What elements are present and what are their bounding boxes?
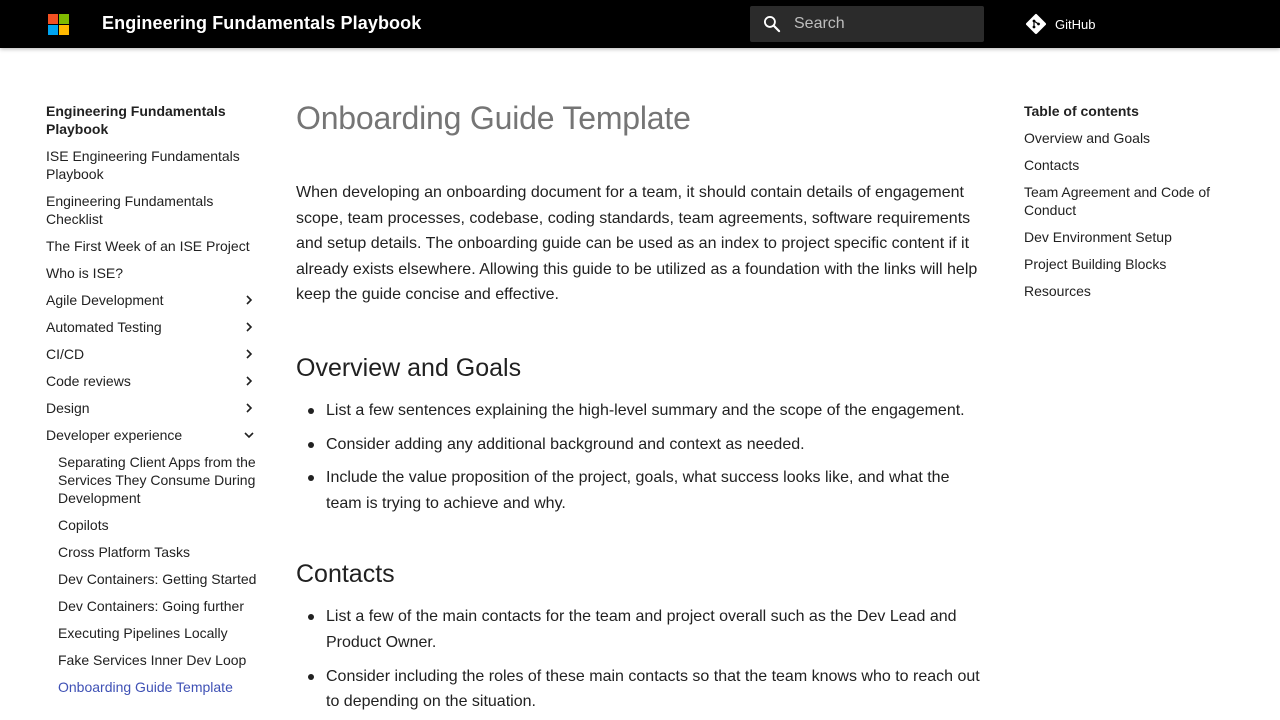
sidebar-item-label: Who is ISE? bbox=[46, 265, 124, 281]
list-item: Consider including the roles of these main contacts so that the team knows who to reach out to depending on the situation. bbox=[296, 664, 986, 715]
toc-link[interactable]: Contacts bbox=[1024, 157, 1080, 173]
sidebar-item-label: Engineering Fundamentals Checklist bbox=[46, 193, 214, 227]
nav-title[interactable]: Engineering Fundamentals Playbook bbox=[46, 103, 226, 137]
search-input[interactable] bbox=[794, 12, 974, 36]
sidebar-item[interactable] bbox=[46, 426, 260, 444]
git-icon bbox=[1024, 12, 1048, 36]
github-label: GitHub bbox=[1055, 16, 1096, 32]
chevron-right-icon[interactable] bbox=[242, 318, 256, 336]
sidebar-item[interactable] bbox=[46, 345, 260, 363]
sidebar-subitem-label: Separating Client Apps from the Services They Consume During Development bbox=[58, 454, 256, 506]
intro-paragraph: When developing an onboarding document for a team, it should contain details of engagement scope, team processes, codebase, coding standards, team agreements, software requirements and setup details. The onboarding guide can be used as an index to project specific content if it already exists elsewhere. Allowing this guide to be utilized as a foundation with the links will help keep the guide concise and effective. bbox=[296, 184, 978, 304]
microsoft-logo-icon[interactable] bbox=[48, 14, 69, 35]
github-link[interactable] bbox=[1024, 12, 1095, 36]
sidebar-subitem[interactable] bbox=[58, 651, 260, 669]
sidebar-subitem-label: Onboarding Guide Template bbox=[58, 679, 233, 695]
sidebar-item-label: Code reviews bbox=[46, 373, 131, 389]
chevron-down-icon[interactable] bbox=[242, 426, 256, 444]
sidebar-item-label: ISE Engineering Fundamentals Playbook bbox=[46, 148, 240, 182]
list-item: Include the value proposition of the project, goals, what success looks like, and what the team is trying to achieve and why. bbox=[296, 465, 986, 516]
top-header bbox=[0, 0, 1280, 48]
sidebar-item[interactable] bbox=[46, 372, 260, 390]
logo-square-red bbox=[48, 14, 58, 24]
logo-square-yellow bbox=[59, 25, 69, 35]
table-of-contents bbox=[1024, 102, 1224, 309]
chevron-right-icon[interactable] bbox=[242, 372, 256, 390]
list-item: List a few sentences explaining the high-level summary and the scope of the engagement. bbox=[296, 398, 986, 424]
chevron-right-icon[interactable] bbox=[242, 399, 256, 417]
sidebar-subitem-label: Copilots bbox=[58, 517, 109, 533]
sidebar-subitem[interactable] bbox=[58, 597, 260, 615]
sidebar-nav bbox=[46, 102, 260, 705]
section-heading: Contacts bbox=[296, 560, 395, 589]
sidebar-item[interactable] bbox=[46, 318, 260, 336]
sidebar-subitem[interactable] bbox=[58, 453, 260, 507]
sidebar-item-label: The First Week of an ISE Project bbox=[46, 238, 250, 254]
bullet-list bbox=[296, 604, 986, 714]
chevron-right-icon[interactable] bbox=[242, 345, 256, 363]
search-box[interactable] bbox=[750, 6, 984, 42]
logo-square-blue bbox=[48, 25, 58, 35]
sidebar-item-label: Developer experience bbox=[46, 427, 183, 443]
toc-link[interactable]: Resources bbox=[1024, 283, 1091, 299]
sidebar-item-label: Agile Development bbox=[46, 292, 164, 308]
sidebar-item[interactable] bbox=[46, 264, 260, 282]
sidebar-subitem-label: Dev Containers: Going further bbox=[58, 598, 244, 614]
page-title: Onboarding Guide Template bbox=[296, 100, 691, 136]
sidebar-item[interactable] bbox=[46, 147, 260, 183]
sidebar-subitem-label: Dev Containers: Getting Started bbox=[58, 571, 257, 587]
sidebar-item[interactable] bbox=[46, 237, 260, 255]
sidebar-subitem[interactable] bbox=[58, 570, 260, 588]
logo-square-green bbox=[59, 14, 69, 24]
list-item: Consider adding any additional background and context as needed. bbox=[296, 432, 986, 458]
toc-link[interactable]: Project Building Blocks bbox=[1024, 256, 1167, 272]
sidebar-subitem[interactable] bbox=[58, 543, 260, 561]
sidebar-subitem-label: Cross Platform Tasks bbox=[58, 544, 190, 560]
sidebar-subitem-active[interactable] bbox=[58, 678, 260, 696]
sidebar-item-label: Automated Testing bbox=[46, 319, 162, 335]
sidebar-subitem-label: Fake Services Inner Dev Loop bbox=[58, 652, 247, 668]
sidebar-subitem-label: Executing Pipelines Locally bbox=[58, 625, 228, 641]
toc-link[interactable]: Dev Environment Setup bbox=[1024, 229, 1172, 245]
toc-title: Table of contents bbox=[1024, 103, 1139, 119]
bullet-list bbox=[296, 398, 986, 516]
sidebar-item[interactable] bbox=[46, 192, 260, 228]
sidebar-subitem[interactable] bbox=[58, 516, 260, 534]
toc-link[interactable]: Team Agreement and Code of Conduct bbox=[1024, 184, 1211, 218]
sidebar-item-label: CI/CD bbox=[46, 346, 85, 362]
sidebar-item-label: Design bbox=[46, 400, 90, 416]
sidebar-item[interactable] bbox=[46, 291, 260, 309]
search-icon bbox=[762, 14, 782, 34]
section-heading: Overview and Goals bbox=[296, 353, 522, 382]
site-title[interactable]: Engineering Fundamentals Playbook bbox=[102, 13, 422, 33]
sidebar-subitem[interactable] bbox=[58, 624, 260, 642]
main-content bbox=[296, 96, 986, 720]
chevron-right-icon[interactable] bbox=[242, 291, 256, 309]
list-item: List a few of the main contacts for the team and project overall such as the Dev Lead and Product Owner. bbox=[296, 604, 986, 655]
toc-link[interactable]: Overview and Goals bbox=[1024, 130, 1151, 146]
sidebar-item[interactable] bbox=[46, 399, 260, 417]
